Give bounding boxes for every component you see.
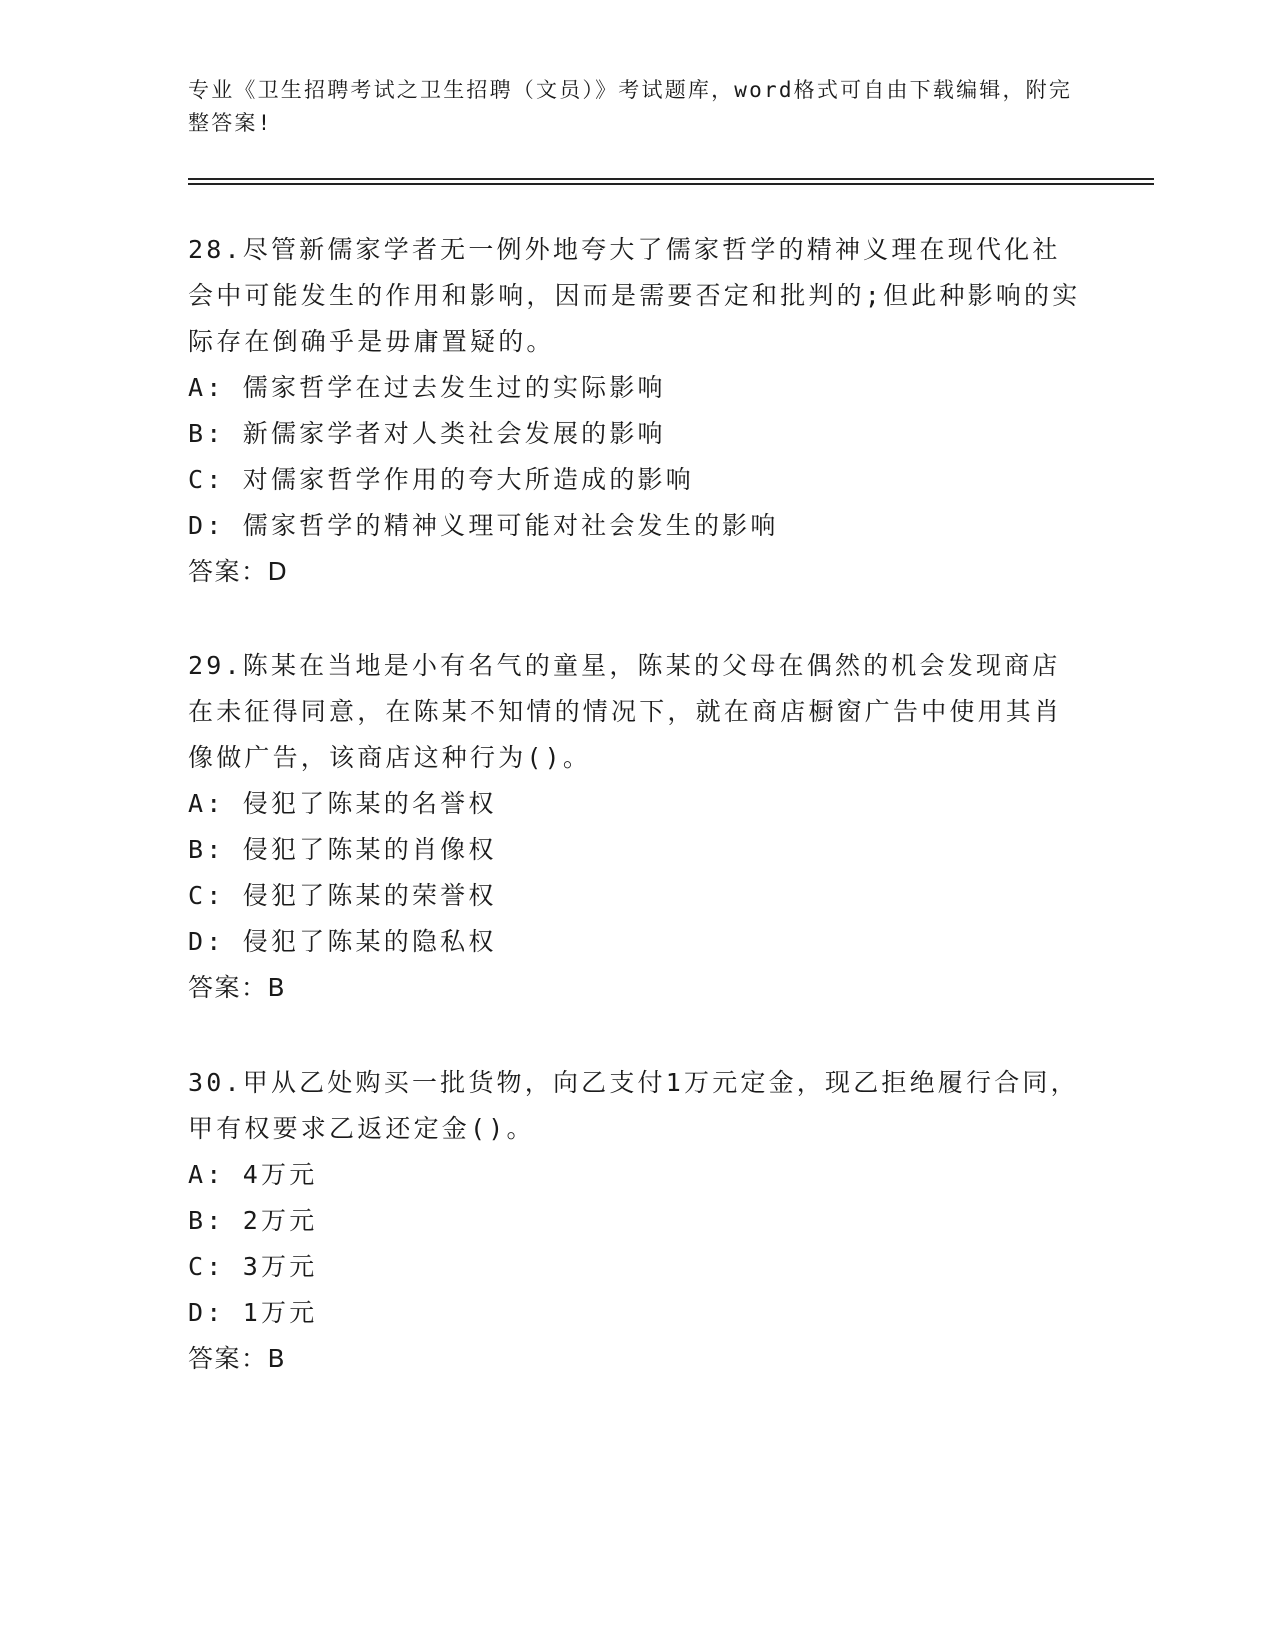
header-divider-top xyxy=(188,178,1154,180)
option-a: A: 儒家哲学在过去发生过的实际影响 xyxy=(188,373,666,402)
answer: 答案：D xyxy=(188,557,289,586)
question-29 xyxy=(188,643,1088,1011)
question-28 xyxy=(188,227,1088,595)
option-b: B: 新儒家学者对人类社会发展的影响 xyxy=(188,419,666,448)
question-stem: 28.尽管新儒家学者无一例外地夸大了儒家哲学的精神义理在现代化社会中可能发生的作用和影响，因而是需要否定和批判的;但此种影响的实际存在倒确乎是毋庸置疑的。 xyxy=(188,235,1081,356)
option-c: C: 侵犯了陈某的荣誉权 xyxy=(188,881,497,910)
document-header: 专业《卫生招聘考试之卫生招聘（文员）》考试题库，word格式可自由下载编辑，附完整答案! xyxy=(188,78,1073,135)
option-d: D: 1万元 xyxy=(188,1298,318,1327)
question-stem: 29.陈某在当地是小有名气的童星，陈某的父母在偶然的机会发现商店在未征得同意，在陈某不知情的情况下，就在商店橱窗广告中使用其肖像做广告，该商店这种行为()。 xyxy=(188,651,1063,772)
option-c: C: 对儒家哲学作用的夸大所造成的影响 xyxy=(188,465,694,494)
option-d: D: 儒家哲学的精神义理可能对社会发生的影响 xyxy=(188,511,779,540)
question-30 xyxy=(188,1060,1088,1382)
option-c: C: 3万元 xyxy=(188,1252,318,1281)
header-divider-bottom xyxy=(188,183,1154,185)
answer: 答案：B xyxy=(188,973,287,1002)
option-a: A: 侵犯了陈某的名誉权 xyxy=(188,789,497,818)
question-stem: 30.甲从乙处购买一批货物，向乙支付1万元定金，现乙拒绝履行合同，甲有权要求乙返还定金()。 xyxy=(188,1068,1079,1143)
option-d: D: 侵犯了陈某的隐私权 xyxy=(188,927,497,956)
option-b: B: 2万元 xyxy=(188,1206,318,1235)
option-a: A: 4万元 xyxy=(188,1160,318,1189)
option-b: B: 侵犯了陈某的肖像权 xyxy=(188,835,497,864)
answer: 答案：B xyxy=(188,1344,287,1373)
